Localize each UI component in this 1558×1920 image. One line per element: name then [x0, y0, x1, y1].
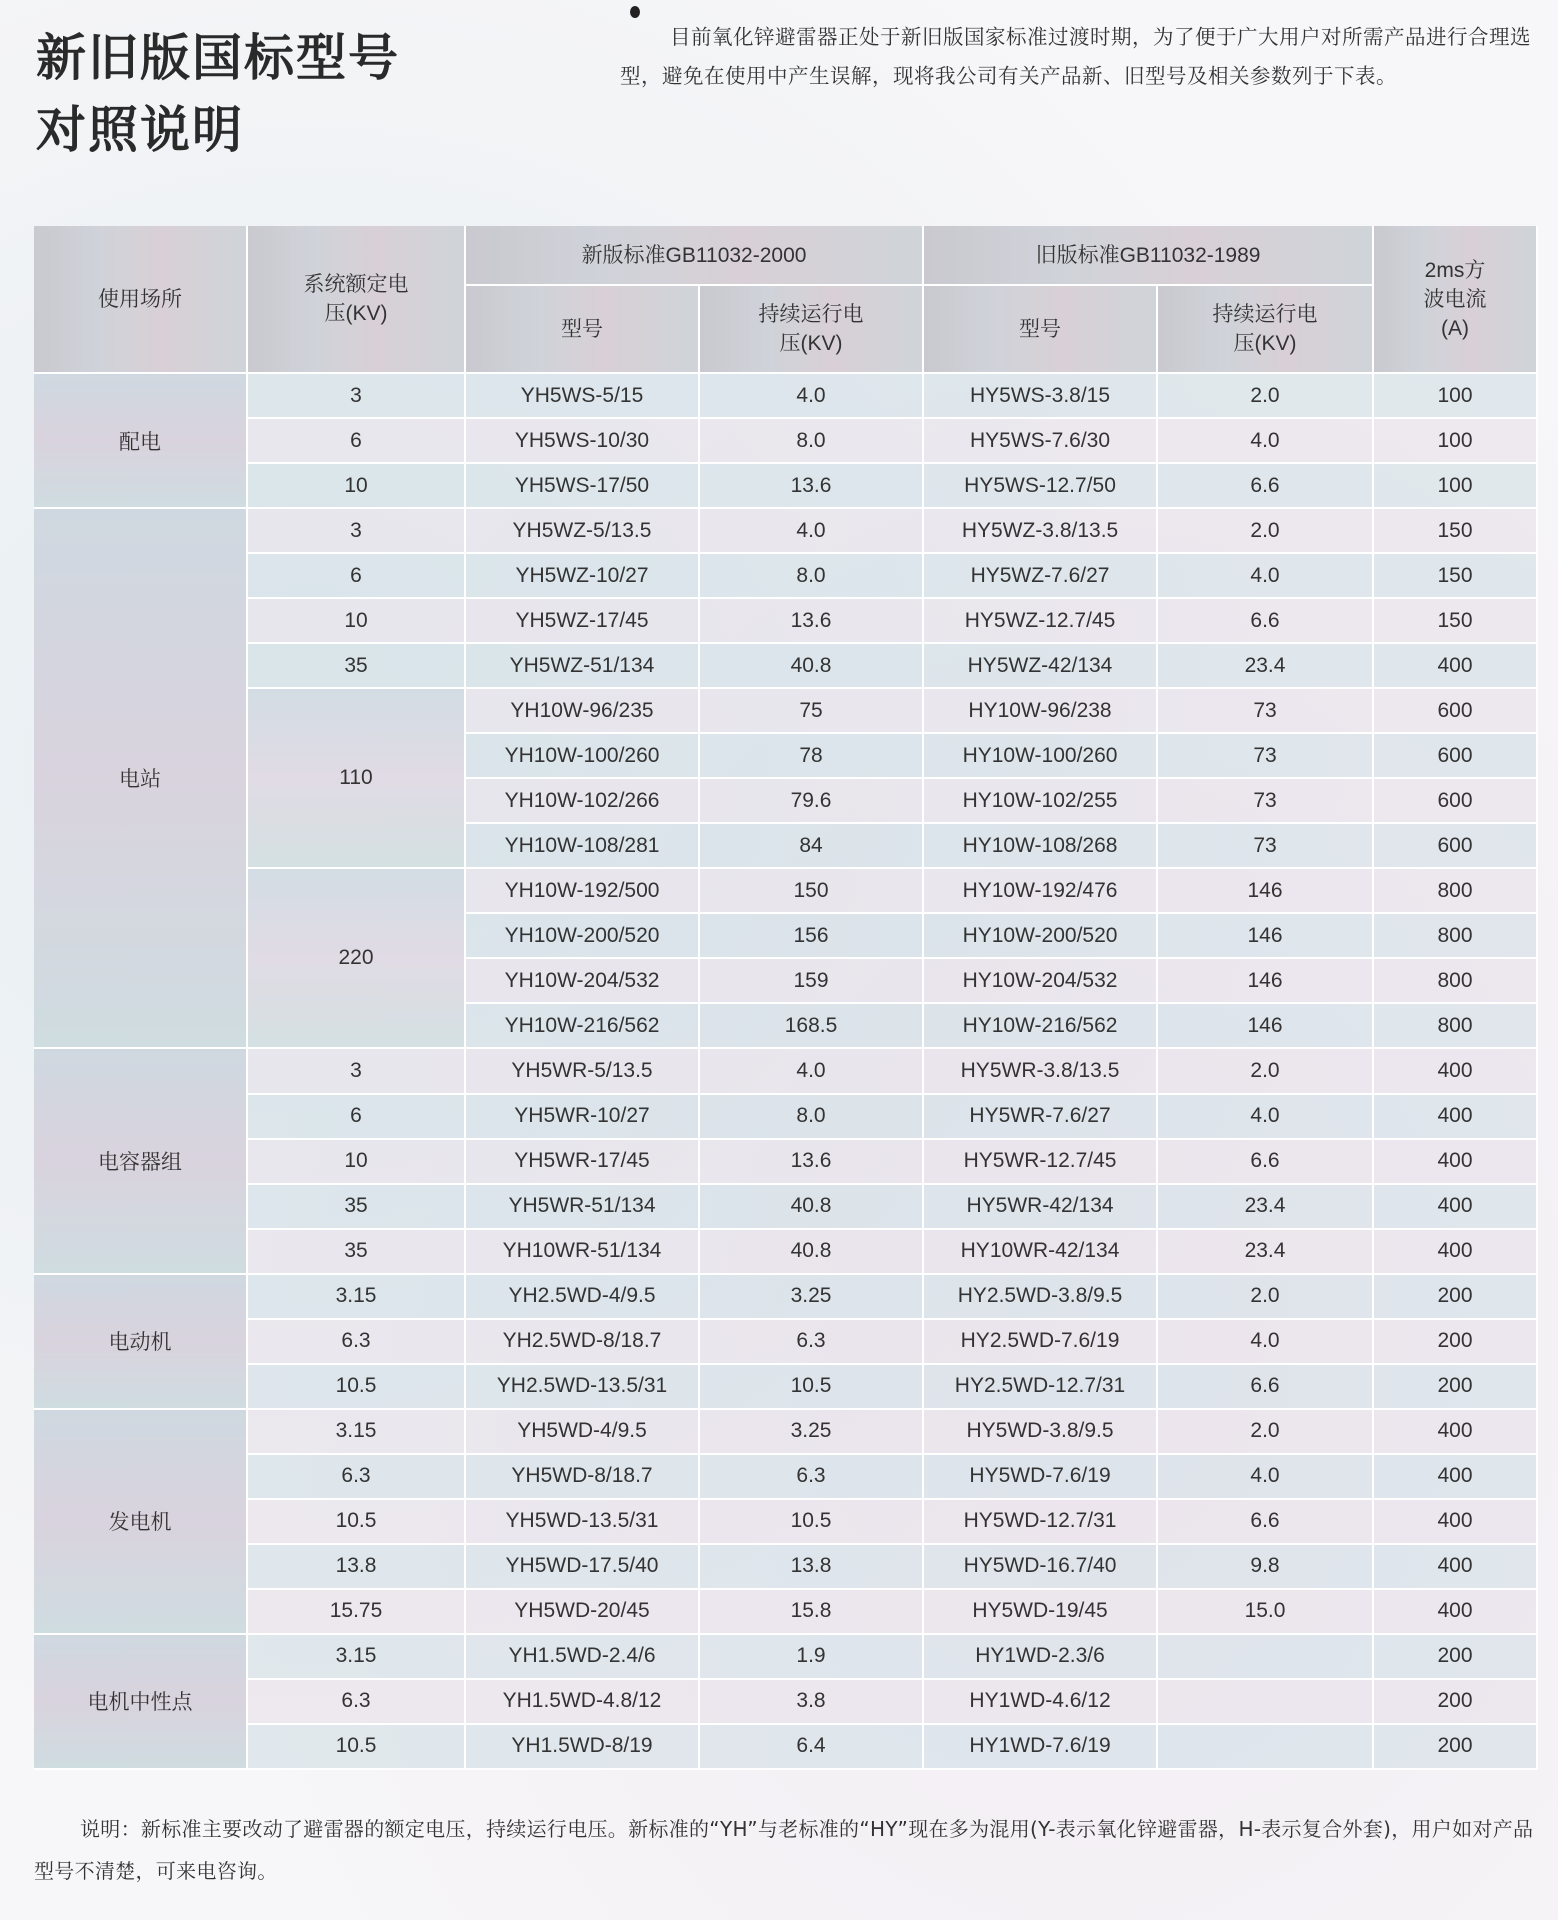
- cell-current: 800: [1374, 1004, 1538, 1049]
- cell-current: 100: [1374, 374, 1538, 419]
- cell-current: 600: [1374, 689, 1538, 734]
- cell-current: 400: [1374, 1455, 1538, 1500]
- title-line-2: 对照说明: [36, 101, 244, 159]
- cell-old-voltage: 4.0: [1158, 1455, 1374, 1500]
- cell-old-model: HY10W-100/260: [924, 734, 1158, 779]
- header-new-standard: 新版标准GB11032-2000: [466, 226, 924, 286]
- cell-new-model: YH10W-100/260: [466, 734, 700, 779]
- cell-system-voltage: 13.8: [248, 1545, 466, 1590]
- cell-old-voltage: 4.0: [1158, 554, 1374, 599]
- cell-old-voltage: 15.0: [1158, 1590, 1374, 1635]
- cell-place: 配电: [34, 374, 248, 509]
- cell-old-model: HY2.5WD-7.6/19: [924, 1320, 1158, 1365]
- cell-old-voltage: 9.8: [1158, 1545, 1374, 1590]
- cell-new-model: YH5WZ-51/134: [466, 644, 700, 689]
- cell-new-voltage: 168.5: [700, 1004, 924, 1049]
- table-row: [34, 1455, 1538, 1500]
- table-row: [34, 1275, 1538, 1320]
- cell-system-voltage: 220: [248, 869, 466, 1049]
- cell-new-voltage: 1.9: [700, 1635, 924, 1680]
- cell-new-voltage: 78: [700, 734, 924, 779]
- cell-system-voltage: 6: [248, 1095, 466, 1140]
- cell-current: 400: [1374, 1049, 1538, 1094]
- cell-old-voltage: 2.0: [1158, 374, 1374, 419]
- cell-old-model: HY5WZ-7.6/27: [924, 554, 1158, 599]
- cell-new-model: YH5WZ-5/13.5: [466, 509, 700, 554]
- cell-old-voltage: 73: [1158, 779, 1374, 824]
- table-row: [34, 464, 1538, 509]
- cell-new-model: YH5WZ-17/45: [466, 599, 700, 644]
- cell-old-voltage: 4.0: [1158, 1095, 1374, 1140]
- table-row: [34, 1320, 1538, 1365]
- cell-old-model: HY5WD-16.7/40: [924, 1545, 1158, 1590]
- table-row: [34, 1049, 1538, 1094]
- footnote: 说明：新标准主要改动了避雷器的额定电压，持续运行电压。新标准的“YH”与老标准的“HY”现在多为混用(Y-表示氧化锌避雷器，H-表示复合外套)，用户如对产品型号不清楚，可来电咨询。: [34, 1817, 1534, 1883]
- cell-current: 400: [1374, 1140, 1538, 1185]
- cell-new-model: YH5WR-10/27: [466, 1095, 700, 1140]
- table-row: [34, 419, 1538, 464]
- cell-old-voltage: 2.0: [1158, 1275, 1374, 1320]
- cell-system-voltage: 10: [248, 599, 466, 644]
- cell-new-model: YH10W-216/562: [466, 1004, 700, 1049]
- cell-new-model: YH5WR-17/45: [466, 1140, 700, 1185]
- cell-old-model: HY5WZ-3.8/13.5: [924, 509, 1158, 554]
- table-row: [34, 1095, 1538, 1140]
- cell-old-voltage: 4.0: [1158, 1320, 1374, 1365]
- cell-current: 400: [1374, 644, 1538, 689]
- table-row: [34, 1635, 1538, 1680]
- table-row: [34, 689, 1538, 734]
- cell-new-voltage: 40.8: [700, 1230, 924, 1275]
- cell-new-voltage: 13.6: [700, 599, 924, 644]
- cell-new-voltage: 8.0: [700, 554, 924, 599]
- cell-new-model: YH1.5WD-8/19: [466, 1725, 700, 1770]
- cell-new-model: YH5WR-5/13.5: [466, 1049, 700, 1094]
- cell-old-voltage: 2.0: [1158, 509, 1374, 554]
- table-row: [34, 1725, 1538, 1770]
- header-old-model: 型号: [924, 286, 1158, 374]
- header-old-voltage: 持续运行电压(KV): [1158, 286, 1374, 374]
- cell-old-voltage: 73: [1158, 824, 1374, 869]
- table-row: [34, 374, 1538, 419]
- cell-current: 800: [1374, 914, 1538, 959]
- cell-current: 100: [1374, 419, 1538, 464]
- cell-new-model: YH5WD-8/18.7: [466, 1455, 700, 1500]
- cell-new-model: YH10W-102/266: [466, 779, 700, 824]
- cell-new-voltage: 150: [700, 869, 924, 914]
- cell-old-model: HY5WS-7.6/30: [924, 419, 1158, 464]
- table-row: [34, 1545, 1538, 1590]
- cell-old-model: HY5WD-7.6/19: [924, 1455, 1158, 1500]
- cell-new-voltage: 8.0: [700, 1095, 924, 1140]
- cell-old-voltage: 6.6: [1158, 464, 1374, 509]
- cell-old-voltage: 146: [1158, 869, 1374, 914]
- cell-old-model: HY1WD-4.6/12: [924, 1680, 1158, 1725]
- cell-old-model: HY5WR-42/134: [924, 1185, 1158, 1230]
- cell-system-voltage: 35: [248, 644, 466, 689]
- cell-new-voltage: 13.6: [700, 464, 924, 509]
- header-current: 2ms方波电流(A): [1374, 226, 1538, 374]
- cell-new-model: YH10W-108/281: [466, 824, 700, 869]
- cell-old-voltage: 23.4: [1158, 644, 1374, 689]
- cell-current: 400: [1374, 1185, 1538, 1230]
- cell-system-voltage: 6.3: [248, 1680, 466, 1725]
- ink-speck: [630, 6, 640, 18]
- cell-old-model: HY10W-204/532: [924, 959, 1158, 1004]
- cell-old-model: HY1WD-2.3/6: [924, 1635, 1158, 1680]
- cell-current: 200: [1374, 1725, 1538, 1770]
- cell-new-model: YH10W-204/532: [466, 959, 700, 1004]
- cell-new-model: YH2.5WD-8/18.7: [466, 1320, 700, 1365]
- cell-system-voltage: 35: [248, 1230, 466, 1275]
- cell-new-model: YH10W-192/500: [466, 869, 700, 914]
- cell-system-voltage: 6.3: [248, 1455, 466, 1500]
- cell-new-voltage: 4.0: [700, 509, 924, 554]
- cell-current: 150: [1374, 509, 1538, 554]
- cell-current: 200: [1374, 1275, 1538, 1320]
- cell-old-model: HY5WR-12.7/45: [924, 1140, 1158, 1185]
- cell-new-voltage: 75: [700, 689, 924, 734]
- cell-current: 150: [1374, 599, 1538, 644]
- cell-old-voltage: 2.0: [1158, 1049, 1374, 1094]
- cell-old-model: HY10W-108/268: [924, 824, 1158, 869]
- cell-new-voltage: 6.3: [700, 1320, 924, 1365]
- cell-new-voltage: 15.8: [700, 1590, 924, 1635]
- cell-current: 150: [1374, 554, 1538, 599]
- table-row: [34, 1410, 1538, 1455]
- cell-old-voltage: 73: [1158, 734, 1374, 779]
- cell-system-voltage: 6.3: [248, 1320, 466, 1365]
- cell-old-model: HY10W-96/238: [924, 689, 1158, 734]
- cell-place: 电动机: [34, 1275, 248, 1410]
- cell-current: 200: [1374, 1635, 1538, 1680]
- model-comparison-table: [34, 226, 1538, 1770]
- cell-new-voltage: 40.8: [700, 644, 924, 689]
- table-row: [34, 1185, 1538, 1230]
- cell-system-voltage: 3.15: [248, 1635, 466, 1680]
- cell-new-model: YH10WR-51/134: [466, 1230, 700, 1275]
- cell-new-model: YH10W-96/235: [466, 689, 700, 734]
- cell-system-voltage: 10.5: [248, 1365, 466, 1410]
- header-system-voltage: 系统额定电压(KV): [248, 226, 466, 374]
- cell-new-model: YH2.5WD-4/9.5: [466, 1275, 700, 1320]
- header-new-model: 型号: [466, 286, 700, 374]
- page-title: [36, 22, 400, 166]
- cell-new-voltage: 4.0: [700, 374, 924, 419]
- cell-system-voltage: 3: [248, 1049, 466, 1094]
- cell-place: 发电机: [34, 1410, 248, 1635]
- cell-new-model: YH5WS-10/30: [466, 419, 700, 464]
- cell-current: 400: [1374, 1410, 1538, 1455]
- cell-current: 800: [1374, 959, 1538, 1004]
- table-row: [34, 1680, 1538, 1725]
- cell-new-model: YH5WR-51/134: [466, 1185, 700, 1230]
- cell-current: 400: [1374, 1500, 1538, 1545]
- cell-old-voltage: 6.6: [1158, 1500, 1374, 1545]
- cell-old-model: HY10W-192/476: [924, 869, 1158, 914]
- cell-system-voltage: 6: [248, 419, 466, 464]
- cell-new-voltage: 3.8: [700, 1680, 924, 1725]
- cell-new-model: YH1.5WD-2.4/6: [466, 1635, 700, 1680]
- cell-system-voltage: 3.15: [248, 1410, 466, 1455]
- cell-new-voltage: 10.5: [700, 1365, 924, 1410]
- cell-system-voltage: 3: [248, 374, 466, 419]
- cell-system-voltage: 110: [248, 689, 466, 869]
- cell-place: 电站: [34, 509, 248, 1049]
- cell-old-model: HY5WD-19/45: [924, 1590, 1158, 1635]
- cell-new-voltage: 6.3: [700, 1455, 924, 1500]
- cell-old-model: HY1WD-7.6/19: [924, 1725, 1158, 1770]
- cell-new-voltage: 3.25: [700, 1275, 924, 1320]
- cell-old-model: HY5WR-3.8/13.5: [924, 1049, 1158, 1094]
- cell-old-voltage: [1158, 1680, 1374, 1725]
- cell-new-model: YH5WS-17/50: [466, 464, 700, 509]
- cell-old-model: HY2.5WD-3.8/9.5: [924, 1275, 1158, 1320]
- intro-paragraph: 目前氧化锌避雷器正处于新旧版国家标准过渡时期，为了便于广大用户对所需产品进行合理选型，避免在使用中产生误解，现将我公司有关产品新、旧型号及相关参数列于下表。: [620, 25, 1531, 88]
- cell-old-voltage: 146: [1158, 914, 1374, 959]
- cell-new-voltage: 79.6: [700, 779, 924, 824]
- table-row: [34, 644, 1538, 689]
- cell-new-voltage: 40.8: [700, 1185, 924, 1230]
- cell-old-voltage: 23.4: [1158, 1230, 1374, 1275]
- cell-old-model: HY5WZ-42/134: [924, 644, 1158, 689]
- cell-old-voltage: 73: [1158, 689, 1374, 734]
- table-header: [34, 226, 1538, 374]
- model-comparison-table-wrap: [34, 226, 1538, 1770]
- cell-old-voltage: 6.6: [1158, 1140, 1374, 1185]
- cell-system-voltage: 10: [248, 464, 466, 509]
- table-row: [34, 1500, 1538, 1545]
- header-old-standard: 旧版标准GB11032-1989: [924, 226, 1374, 286]
- cell-new-voltage: 84: [700, 824, 924, 869]
- header-new-voltage: 持续运行电压(KV): [700, 286, 924, 374]
- cell-current: 400: [1374, 1590, 1538, 1635]
- cell-current: 200: [1374, 1365, 1538, 1410]
- cell-new-voltage: 10.5: [700, 1500, 924, 1545]
- cell-old-model: HY10WR-42/134: [924, 1230, 1158, 1275]
- cell-old-model: HY5WS-3.8/15: [924, 374, 1158, 419]
- cell-old-model: HY10W-102/255: [924, 779, 1158, 824]
- cell-current: 200: [1374, 1680, 1538, 1725]
- cell-new-voltage: 159: [700, 959, 924, 1004]
- cell-new-voltage: 13.8: [700, 1545, 924, 1590]
- cell-old-voltage: 6.6: [1158, 599, 1374, 644]
- cell-current: 400: [1374, 1230, 1538, 1275]
- cell-old-model: HY5WD-12.7/31: [924, 1500, 1158, 1545]
- cell-new-voltage: 4.0: [700, 1049, 924, 1094]
- cell-old-model: HY2.5WD-12.7/31: [924, 1365, 1158, 1410]
- table-row: [34, 1230, 1538, 1275]
- cell-new-voltage: 6.4: [700, 1725, 924, 1770]
- cell-old-voltage: 23.4: [1158, 1185, 1374, 1230]
- cell-system-voltage: 10: [248, 1140, 466, 1185]
- title-line-1: 新旧版国标型号: [36, 29, 400, 87]
- cell-place: 电机中性点: [34, 1635, 248, 1770]
- cell-old-voltage: [1158, 1725, 1374, 1770]
- cell-old-model: HY5WR-7.6/27: [924, 1095, 1158, 1140]
- cell-system-voltage: 3: [248, 509, 466, 554]
- cell-current: 600: [1374, 824, 1538, 869]
- cell-old-model: HY5WS-12.7/50: [924, 464, 1158, 509]
- cell-place: 电容器组: [34, 1049, 248, 1274]
- table-row: [34, 1365, 1538, 1410]
- cell-system-voltage: 6: [248, 554, 466, 599]
- cell-current: 100: [1374, 464, 1538, 509]
- cell-old-voltage: [1158, 1635, 1374, 1680]
- header-place: 使用场所: [34, 226, 248, 374]
- cell-new-model: YH5WD-13.5/31: [466, 1500, 700, 1545]
- cell-new-voltage: 13.6: [700, 1140, 924, 1185]
- table-row: [34, 554, 1538, 599]
- table-row: [34, 869, 1538, 914]
- table-row: [34, 1140, 1538, 1185]
- cell-current: 400: [1374, 1545, 1538, 1590]
- cell-current: 600: [1374, 779, 1538, 824]
- cell-new-voltage: 8.0: [700, 419, 924, 464]
- cell-new-model: YH5WS-5/15: [466, 374, 700, 419]
- table-body: [34, 374, 1538, 1770]
- cell-current: 800: [1374, 869, 1538, 914]
- table-row: [34, 599, 1538, 644]
- cell-old-voltage: 146: [1158, 959, 1374, 1004]
- cell-current: 200: [1374, 1320, 1538, 1365]
- cell-system-voltage: 15.75: [248, 1590, 466, 1635]
- cell-system-voltage: 3.15: [248, 1275, 466, 1320]
- cell-new-model: YH2.5WD-13.5/31: [466, 1365, 700, 1410]
- cell-new-model: YH5WD-17.5/40: [466, 1545, 700, 1590]
- cell-new-model: YH5WD-20/45: [466, 1590, 700, 1635]
- cell-old-model: HY10W-216/562: [924, 1004, 1158, 1049]
- cell-current: 600: [1374, 734, 1538, 779]
- cell-new-voltage: 3.25: [700, 1410, 924, 1455]
- cell-old-model: HY5WZ-12.7/45: [924, 599, 1158, 644]
- cell-old-voltage: 4.0: [1158, 419, 1374, 464]
- cell-old-model: HY10W-200/520: [924, 914, 1158, 959]
- cell-system-voltage: 10.5: [248, 1500, 466, 1545]
- cell-new-model: YH10W-200/520: [466, 914, 700, 959]
- cell-new-model: YH5WZ-10/27: [466, 554, 700, 599]
- cell-old-voltage: 146: [1158, 1004, 1374, 1049]
- cell-new-model: YH5WD-4/9.5: [466, 1410, 700, 1455]
- cell-system-voltage: 10.5: [248, 1725, 466, 1770]
- cell-old-voltage: 2.0: [1158, 1410, 1374, 1455]
- table-row: [34, 509, 1538, 554]
- cell-system-voltage: 35: [248, 1185, 466, 1230]
- cell-current: 400: [1374, 1095, 1538, 1140]
- cell-new-voltage: 156: [700, 914, 924, 959]
- cell-new-model: YH1.5WD-4.8/12: [466, 1680, 700, 1725]
- cell-old-voltage: 6.6: [1158, 1365, 1374, 1410]
- table-row: [34, 1590, 1538, 1635]
- cell-old-model: HY5WD-3.8/9.5: [924, 1410, 1158, 1455]
